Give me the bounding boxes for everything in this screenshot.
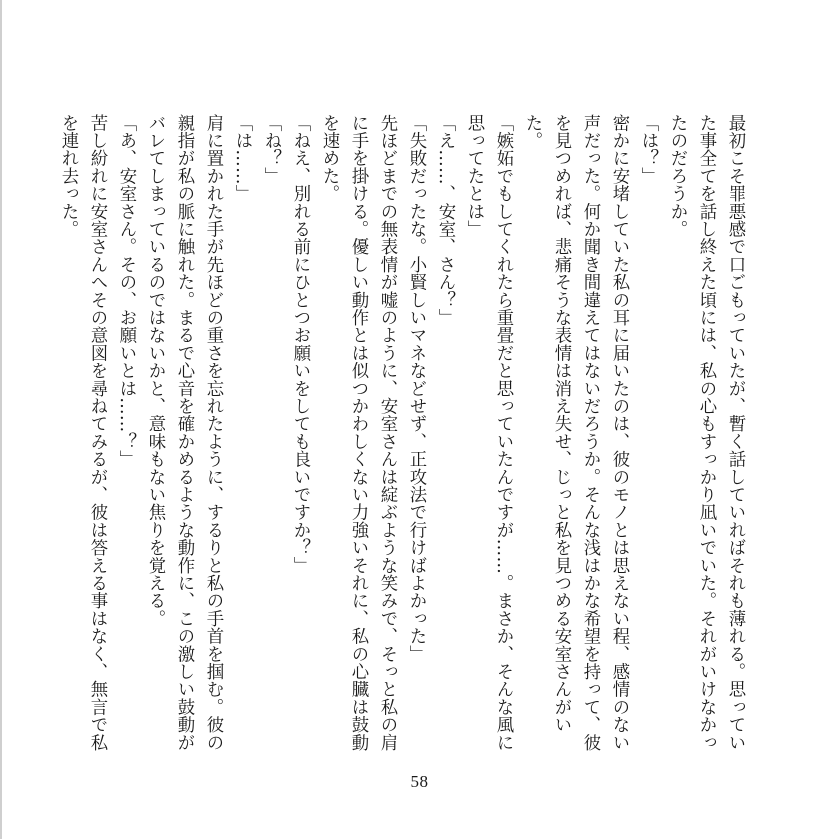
paragraph: 最初こそ罪悪感で口ごもっていたが、暫く話していればそれも薄れる。思っていた事全てを話し終えた頃には、私の心もすっかり凪いでいた。それがいけなかったのだろうか。 <box>667 114 745 752</box>
paragraph: 先ほどまでの無表情が嘘のように、安室さんは綻ぶような笑みで、そっと私の肩に手を掛ける。優しい動作とは似つかわしくない力強いそれに、私の心臓は鼓動を速めた。 <box>319 114 397 752</box>
paragraph: 「え……、安室、さん？」 <box>435 114 455 327</box>
paragraph: 「ね？」 <box>261 114 281 185</box>
paragraph: 密かに安堵していた私の耳に届いたのは、彼のモノとは思えない程、感情のない声だった。何か聞き間違えてはないだろうか。そんな浅はかな希望を持って、彼を見つめれば、悲痛そうな表情は消え失せ、じっと私を見つめる安室さんがいた。 <box>522 114 629 752</box>
paragraph: 「嫉妬でもしてくれたら重畳だと思っていたんですが……。まさか、そんな風に思ってたとは」 <box>464 114 513 752</box>
page-number: 58 <box>410 772 429 791</box>
paragraph: 「は？」 <box>638 114 658 185</box>
vertical-text-block <box>53 114 749 754</box>
page-edge <box>0 0 2 839</box>
paragraph: 「は……」 <box>232 114 252 203</box>
paragraph: 「ねえ、別れる前にひとつお願いをしても良いですか？」 <box>290 114 310 575</box>
paragraph: 「失敗だったな。小賢しいマネなどせず、正攻法で行けばよかった」 <box>406 114 426 663</box>
paragraph: 「あ、安室さん。その、お願いとは……？」 <box>116 114 136 468</box>
paragraph: 肩に置かれた手が先ほどの重さを忘れたように、するりと私の手首を掴む。彼の親指が私の脈に触れた。まるで心音を確かめるような動作に、この激しい鼓動がバレてしまっているのではないかと、意味もない焦りを覚える。 <box>145 114 223 752</box>
paragraph: 苦し紛れに安室さんへその意図を尋ねてみるが、彼は答える事はなく、無言で私を連れ去った。 <box>58 114 107 752</box>
